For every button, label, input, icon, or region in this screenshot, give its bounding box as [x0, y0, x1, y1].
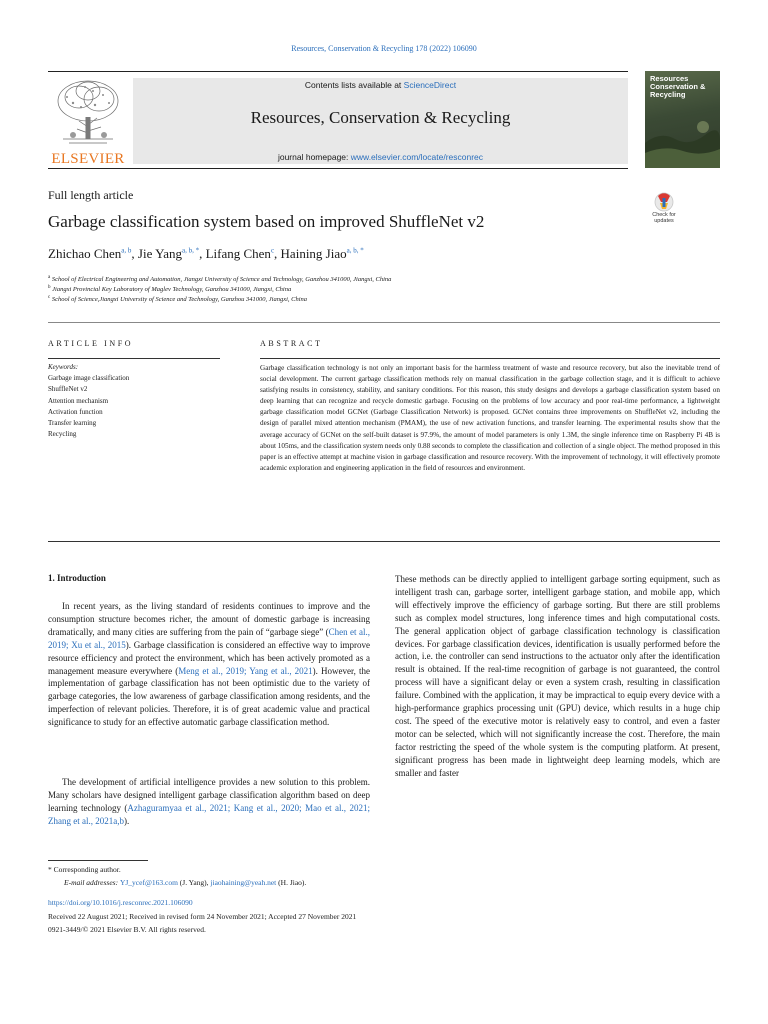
introduction-paragraph-2 — [48, 776, 370, 828]
elsevier-logo — [49, 77, 127, 165]
keyword: Attention mechanism — [48, 396, 109, 405]
author-marks[interactable]: a, b, * — [181, 246, 200, 255]
author-marks[interactable]: a, b — [121, 246, 132, 255]
journal-reference-link[interactable]: Resources, Conservation & Recycling 178 (2022) 106090 — [291, 44, 477, 53]
email-addresses — [64, 878, 306, 887]
masthead-bottom-divider — [48, 168, 628, 169]
citation-link[interactable]: Chen et al., 2019; Xu et al., 2015 — [48, 626, 370, 650]
section-heading-introduction: 1. Introduction — [48, 573, 106, 583]
contents-line — [133, 80, 628, 90]
article-title: Garbage classification system based on improved ShuffleNet v2 — [48, 212, 485, 231]
check-for-updates-badge[interactable] — [648, 192, 680, 232]
keyword: Activation function — [48, 407, 103, 416]
keyword: Recycling — [48, 430, 77, 439]
article-type: Full length article — [48, 188, 134, 202]
journal-cover-image[interactable] — [645, 71, 720, 168]
body-text: ). — [123, 815, 130, 826]
affiliation: $^c$ School of Science,Jiangxi University of Science and Technology, Ganzhou 341000, Jiangxi, China — [48, 295, 308, 304]
citation-link[interactable]: Azhaguramyaa et al., 2021; Kang et al., 2020; Mao et al., 2021; Zhang et al., 2021a,b — [48, 802, 370, 826]
article-info-divider — [48, 358, 220, 359]
sciencedirect-link[interactable]: ScienceDirect — [403, 80, 457, 90]
affiliations-divider — [48, 322, 720, 323]
elsevier-tree-icon — [49, 77, 127, 149]
email-owner: (H. Jiao). — [276, 878, 307, 887]
journal-title: Resources, Conservation & Recycling — [250, 108, 511, 127]
keyword: Transfer learning — [48, 419, 97, 428]
abstract-heading: ABSTRACT — [260, 339, 323, 348]
body-text: ). However, the implementation of garbage classification has not been optimistic due to the variety of garbage categories, the low awareness of garbage classification among residents, and the imperfection of relevant policies. Therefore, it is of great academic value and practical significance to study for an effective automatic garbage classification method. — [48, 665, 370, 728]
copyright-notice: 0921-3449/© 2021 Elsevier B.V. All rights reserved. — [48, 925, 206, 934]
introduction-paragraph-1 — [48, 600, 370, 729]
author[interactable]: Jie Yang$^{a, b, *}$ — [137, 246, 200, 261]
email-owner: (J. Yang), — [177, 878, 211, 887]
crossmark-icon — [648, 192, 680, 212]
author-list: Zhichao Chen$^{a, b}$, Jie Yang$^{a, b, *}$, Lifang Chen$^c$, Haining Jiao$^{a, b, *}$ — [48, 246, 364, 261]
masthead-top-divider — [48, 71, 628, 72]
contents-prefix: Contents lists available at — [304, 80, 404, 90]
footnote-divider — [48, 860, 148, 861]
introduction-right-column: These methods can be directly applied to intelligent garbage sorting equipment, such as intelligent trash can, garbage sorter, intelligent garbage station, and mobile app, which will effectively improve the efficiency of garbage sorting. But there are still problems such as complex model structures, long inference times and high computational costs. The general application object of garbage classification technology is classification devices. For garbage classification devices, identification is usually performed before the action, i.e. the controller can send instructions to the actuator only after the identification result is obtained. If the real-time recognition of garbage is not guaranteed, the control process will have a significant delay or even a system crash, resulting in classification failure. Combined with the application, it may be impractical to equip every device with a high-performance graphics processing unit (GPU) device, which results in a huge chip cost. The speed of the executive motor is relatively easy to control, and even a faster motor can be selected, which will not significantly increase the cost. Therefore, the main factor restricting the speed of the whole system is the computing platform. At present, significant progress has been made in lightweight deep learning models, which are smaller and faster — [395, 574, 720, 778]
doi-link[interactable]: https://doi.org/10.1016/j.resconrec.2021.106090 — [48, 898, 193, 907]
keyword-list — [48, 373, 129, 441]
keywords-heading: Keywords: — [48, 363, 79, 371]
email-link[interactable]: jiaohaining@yeah.net — [210, 878, 277, 887]
homepage-prefix: journal homepage: — [277, 152, 351, 162]
elsevier-wordmark: ELSEVIER — [51, 151, 125, 167]
abstract-divider — [260, 358, 720, 359]
corresponding-author-note: * Corresponding author. — [48, 865, 121, 874]
abstract-text: Garbage classification technology is not only an important basis for the harmless treatment of waste and resource recovery, but also the inevitable trend of social development. The current garbage classification methods rely on manual classification in the garbage collection stage, and it is difficult to achieve satisfying results in consistency, stability, and sanitary conditions. For this reason, this study designs and develops a garbage classification system based on deep learning that can recognize and recycle domestic garbage. Focusing on the problems of low accuracy and poor real-time performance, a lightweight garbage classification model GCNet (Garbage Classification Network) is proposed. GCNet contains three improvements on ShuffleNet v2, including the design of parallel mixed attention mechanism (PMAM), the use of new activation functions, and transfer learning. The experimental results show that the average accuracy of GCNet on the self-built dataset is 97.9%, the amount of model parameters is only 1.3M, the single inference time on Raspberry Pi 4B is about 105ms, and the classification system needs only 0.88 seconds to complete the classification and collection of a single object. The method proposed in this paper is an effective attempt at machine vision in garbage classification and resource recovery. With the improvement of technology, it will effectively promote academic exploration and engineering application in the field of resources and environment. — [260, 364, 720, 472]
author-marks[interactable]: c — [270, 246, 275, 255]
keyword: ShuffleNet v2 — [48, 385, 88, 394]
keyword: Garbage image classification — [48, 374, 130, 382]
body-text: In recent years, as the living standard of residents continues to improve and the consumption structure becomes richer, the amount of domestic garbage is increasing dramatically, and many cities are suffering from the pain of “garbage siege” ( — [48, 601, 370, 637]
email-link[interactable]: YJ_ycef@163.com — [119, 878, 178, 887]
received-dates: Received 22 August 2021; Received in revised form 24 November 2021; Accepted 27 November 2021 — [48, 912, 357, 921]
journal-homepage-line — [133, 152, 628, 162]
abstract-bottom-divider — [48, 541, 720, 542]
affiliation: $^a$ School of Electrical Engineering and Automation, Jiangxi University of Science and Technology, Ganzhou 341000, Jiangxi, China — [48, 275, 392, 284]
author[interactable]: Lifang Chen$^c$ — [205, 246, 275, 261]
author[interactable]: Zhichao Chen$^{a, b}$ — [48, 246, 132, 261]
cover-title: Resources Conservation & Recycling — [650, 74, 706, 99]
cover-landscape-icon — [645, 113, 720, 168]
body-text: The development of artificial intelligence provides a new solution to this problem. Many scholars have designed intelligent garbage classification algorithm based on deep learning technology ( — [48, 777, 370, 813]
journal-homepage-link[interactable]: www.elsevier.com/locate/resconrec — [350, 152, 484, 162]
article-info-heading: ARTICLE INFO — [48, 339, 134, 348]
author-marks[interactable]: a, b, * — [346, 246, 364, 255]
author[interactable]: Haining Jiao$^{a, b, *}$ — [280, 246, 364, 261]
citation-link[interactable]: Meng et al., 2019; Yang et al., 2021 — [178, 665, 313, 676]
email-label: E-mail addresses: — [64, 878, 120, 887]
crossmark-label: Check for updates — [652, 212, 676, 224]
affiliation: $^b$ Jiangxi Provincial Key Laboratory of Maglev Technology, Ganzhou 341000, Jiangxi, China — [48, 285, 292, 294]
body-text: ). Garbage classification is considered an effective way to improve resource efficiency and protect the environment, which has been actively promoted as a management measure everywhere ( — [48, 639, 370, 676]
